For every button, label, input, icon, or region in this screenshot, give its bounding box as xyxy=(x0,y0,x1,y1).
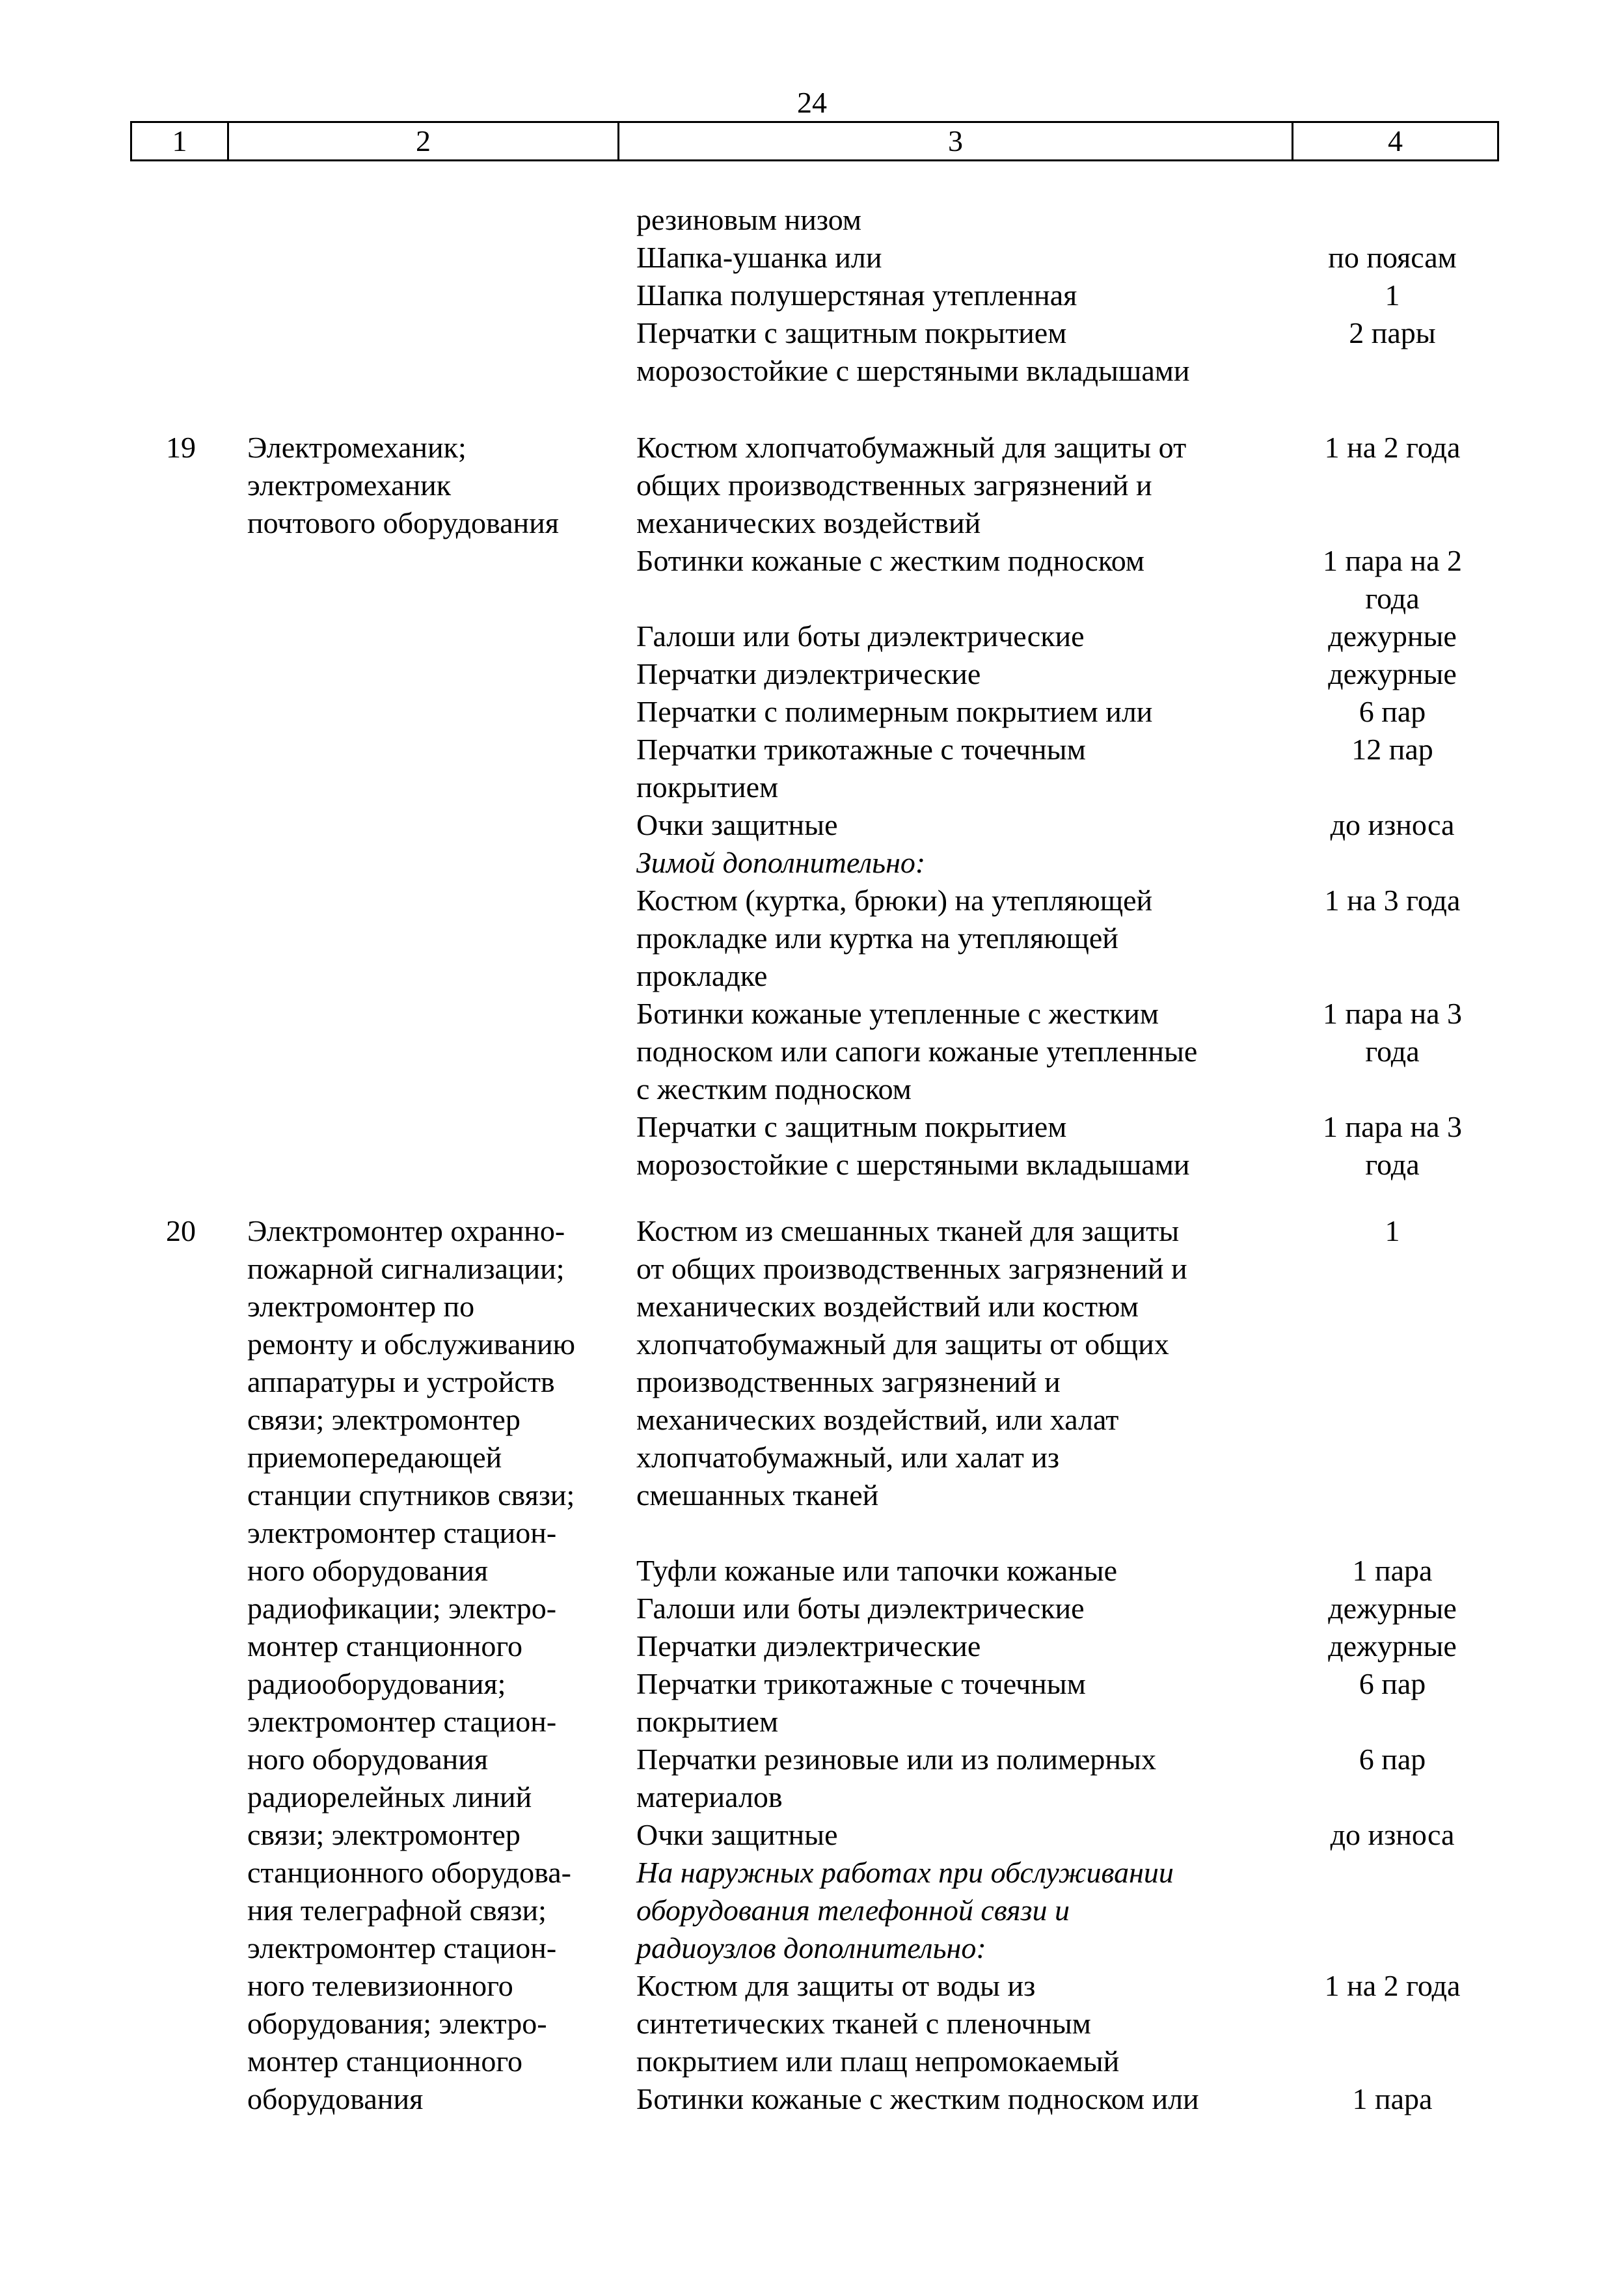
item-text: Перчатки диэлектрические xyxy=(636,1629,981,1663)
item-qty: 6 пар xyxy=(1359,695,1426,728)
item-text: общих производственных загрязнений и xyxy=(636,469,1152,502)
position-text: электромонтер стацион- xyxy=(247,1516,557,1549)
section-note: На наружных работах при обслуживании xyxy=(636,1856,1174,1889)
item-text: Перчатки диэлектрические xyxy=(636,657,981,690)
item-text: прокладке xyxy=(636,959,768,992)
item-text: покрытием xyxy=(636,1705,779,1738)
item-qty: 1 xyxy=(1385,1214,1400,1247)
item-qty: 1 на 3 года xyxy=(1324,884,1461,917)
item-text: механических воздействий, или халат xyxy=(636,1403,1119,1436)
item-qty: года xyxy=(1365,582,1420,615)
item-qty: 1 пара на 2 xyxy=(1323,544,1462,577)
position-text: радиооборудования; xyxy=(247,1667,506,1700)
position-text: электромонтер по xyxy=(247,1290,475,1323)
item-text: синтетических тканей с пленочным xyxy=(636,2007,1091,2040)
item-text: морозостойкие с шерстяными вкладышами xyxy=(636,1148,1190,1181)
item-text: Ботинки кожаные утепленные с жестким xyxy=(636,997,1159,1030)
position-text: связи; электромонтер xyxy=(247,1403,521,1436)
item-text: Ботинки кожаные с жестким подноском xyxy=(636,544,1144,577)
position-text: Электромонтер охранно- xyxy=(247,1214,565,1247)
item-qty: по поясам xyxy=(1328,241,1457,274)
item-text: материалов xyxy=(636,1780,783,1813)
item-text: Костюм для защиты от воды из xyxy=(636,1969,1036,2002)
item-qty: 1 пара на 3 xyxy=(1323,1110,1462,1143)
item-qty: года xyxy=(1365,1035,1420,1068)
column-header-3: 3 xyxy=(948,124,963,157)
position-text: монтер станционного xyxy=(247,2044,523,2078)
item-qty: 1 xyxy=(1385,278,1400,312)
item-text: механических воздействий или костюм xyxy=(636,1290,1139,1323)
position-text: почтового оборудования xyxy=(247,506,559,539)
section-note: Зимой дополнительно: xyxy=(636,846,926,879)
item-text: производственных загрязнений и xyxy=(636,1365,1061,1398)
page-number: 24 xyxy=(797,86,827,119)
position-text: ного оборудования xyxy=(247,1743,489,1776)
item-text: Туфли кожаные или тапочки кожаные xyxy=(636,1554,1118,1587)
item-text: хлопчатобумажный для защиты от общих xyxy=(636,1327,1169,1361)
item-qty: 1 на 2 года xyxy=(1324,431,1461,464)
section-note: оборудования телефонной связи и xyxy=(636,1894,1070,1927)
item-text: смешанных тканей xyxy=(636,1478,879,1512)
position-text: аппаратуры и устройств xyxy=(247,1365,555,1398)
item-text: Костюм из смешанных тканей для защиты xyxy=(636,1214,1180,1247)
position-text: оборудования xyxy=(247,2082,424,2115)
item-text: Костюм хлопчатобумажный для защиты от xyxy=(636,431,1187,464)
column-header-row xyxy=(130,121,1499,161)
position-text: ния телеграфной связи; xyxy=(247,1894,547,1927)
item-text: Перчатки трикотажные с точечным xyxy=(636,1667,1086,1700)
item-text: Очки защитные xyxy=(636,808,838,841)
item-text: Ботинки кожаные с жестким подноском или xyxy=(636,2082,1199,2115)
row-number: 19 xyxy=(166,431,196,464)
item-text: механических воздействий xyxy=(636,506,981,539)
position-text: ного оборудования xyxy=(247,1554,489,1587)
item-text: Перчатки с защитным покрытием xyxy=(636,316,1067,349)
position-text: электромонтер стацион- xyxy=(247,1931,557,1964)
item-text: прокладке или куртка на утепляющей xyxy=(636,921,1118,955)
item-qty: 6 пар xyxy=(1359,1743,1426,1776)
item-qty: 1 пара xyxy=(1352,1554,1433,1587)
item-qty: 12 пар xyxy=(1351,733,1433,766)
item-text: Перчатки резиновые или из полимерных xyxy=(636,1743,1156,1776)
column-header-4: 4 xyxy=(1388,124,1403,157)
position-text: электромеханик xyxy=(247,469,452,502)
item-qty: дежурные xyxy=(1328,1629,1457,1663)
item-qty: 6 пар xyxy=(1359,1667,1426,1700)
item-qty: года xyxy=(1365,1148,1420,1181)
position-text: оборудования; электро- xyxy=(247,2007,547,2040)
item-qty: до износа xyxy=(1330,1818,1455,1851)
item-qty: до износа xyxy=(1330,808,1455,841)
item-qty: дежурные xyxy=(1328,657,1457,690)
position-text: Электромеханик; xyxy=(247,431,467,464)
item-text: Перчатки трикотажные с точечным xyxy=(636,733,1086,766)
position-text: радиорелейных линий xyxy=(247,1780,532,1813)
column-header-2: 2 xyxy=(416,124,431,157)
position-text: ремонту и обслуживанию xyxy=(247,1327,575,1361)
item-qty: 1 пара xyxy=(1352,2082,1433,2115)
item-text: Костюм (куртка, брюки) на утепляющей xyxy=(636,884,1153,917)
item-text: морозостойкие с шерстяными вкладышами xyxy=(636,354,1190,387)
item-qty: дежурные xyxy=(1328,1592,1457,1625)
item-qty: 2 пары xyxy=(1349,316,1436,349)
item-text: покрытием или плащ непромокаемый xyxy=(636,2044,1120,2078)
item-text: Перчатки с полимерным покрытием или xyxy=(636,695,1153,728)
item-text: с жестким подноском xyxy=(636,1072,912,1106)
item-text: Галоши или боты диэлектрические xyxy=(636,1592,1085,1625)
item-text: Перчатки с защитным покрытием xyxy=(636,1110,1067,1143)
item-qty: 1 пара на 3 xyxy=(1323,997,1462,1030)
position-text: радиофикации; электро- xyxy=(247,1592,557,1625)
column-header-1: 1 xyxy=(172,124,187,157)
item-text: хлопчатобумажный, или халат из xyxy=(636,1441,1060,1474)
item-text: от общих производственных загрязнений и xyxy=(636,1252,1187,1285)
row-number: 20 xyxy=(166,1214,196,1247)
item-text: резиновым низом xyxy=(636,203,861,236)
item-text: Очки защитные xyxy=(636,1818,838,1851)
position-text: связи; электромонтер xyxy=(247,1818,521,1851)
position-text: пожарной сигнализации; xyxy=(247,1252,565,1285)
position-text: электромонтер стацион- xyxy=(247,1705,557,1738)
item-text: покрытием xyxy=(636,770,779,804)
position-text: приемопередающей xyxy=(247,1441,502,1474)
position-text: станционного оборудова- xyxy=(247,1856,571,1889)
item-text: подноском или сапоги кожаные утепленные xyxy=(636,1035,1198,1068)
section-note: радиоузлов дополнительно: xyxy=(636,1931,986,1964)
position-text: монтер станционного xyxy=(247,1629,523,1663)
position-text: станции спутников связи; xyxy=(247,1478,575,1512)
item-text: Шапка-ушанка или xyxy=(636,241,882,274)
position-text: ного телевизионного xyxy=(247,1969,513,2002)
item-text: Шапка полушерстяная утепленная xyxy=(636,278,1077,312)
item-qty: дежурные xyxy=(1328,619,1457,653)
item-text: Галоши или боты диэлектрические xyxy=(636,619,1085,653)
item-qty: 1 на 2 года xyxy=(1324,1969,1461,2002)
